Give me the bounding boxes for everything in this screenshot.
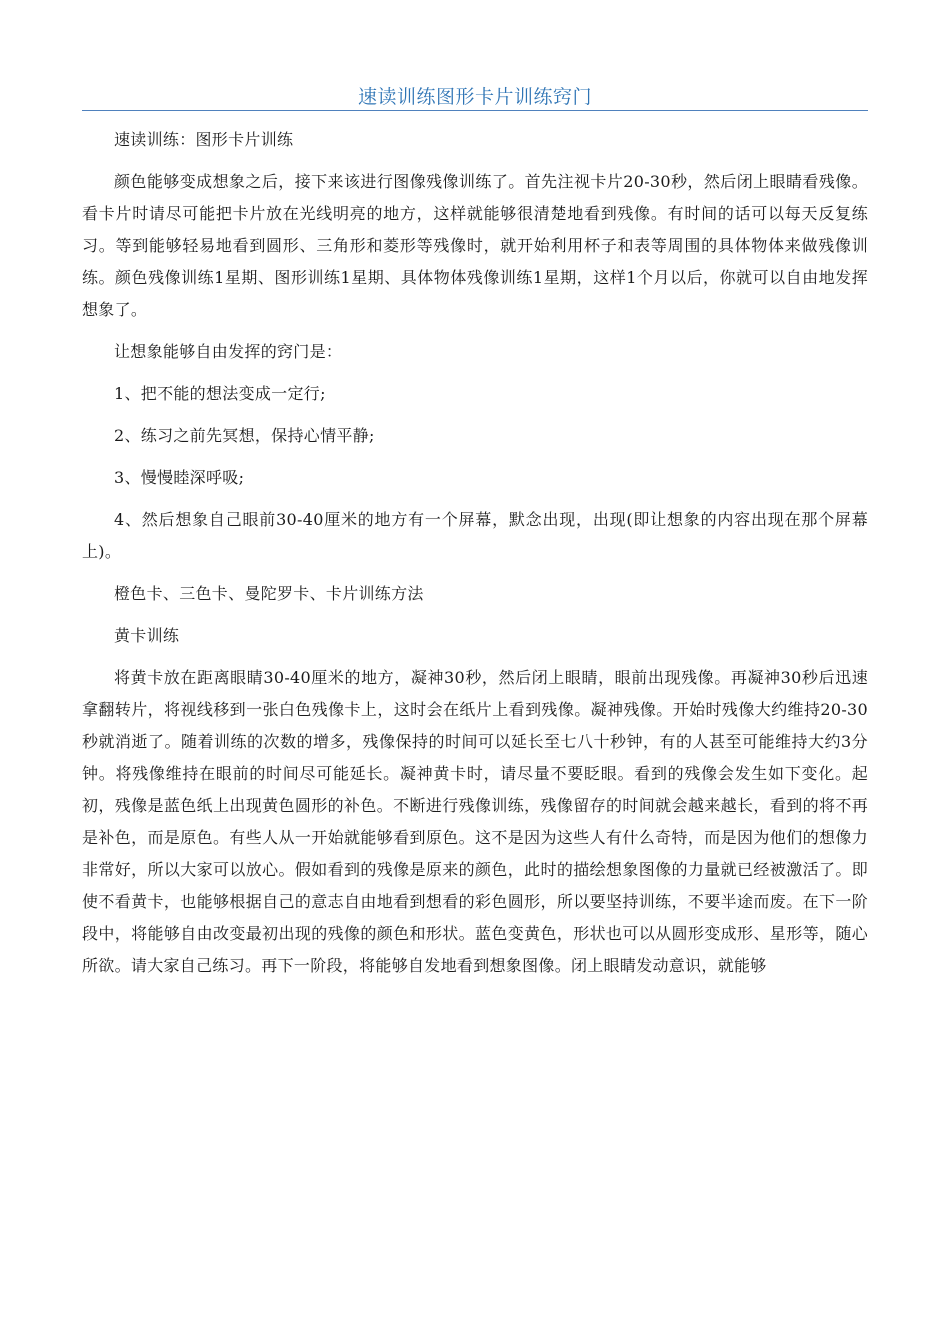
document-title: 速读训练图形卡片训练窍门 [357,86,592,108]
paragraph-card-types: 橙色卡、三色卡、曼陀罗卡、卡片训练方法 [114,584,424,603]
document-body [82,124,868,992]
paragraph-tip-1: 1、把不能的想法变成一定行; [114,384,326,403]
paragraph-intro: 颜色能够变成想象之后，接下来该进行图像残像训练了。首先注视卡片20-30秒，然后闭上眼睛看残像。看卡片时请尽可能把卡片放在光线明亮的地方，这样就能够很清楚地看到残像。有时间的话可以每天反复练习。等到能够轻易地看到圆形、三角形和菱形等残像时，就开始利用杯子和表等周围的具体物体来做残像训练。颜色残像训练1星期、图形训练1星期、具体物体残像训练1星期，这样1个月以后，你就可以自由地发挥想象了。 [82,172,868,319]
paragraph-tips-heading: 让想象能够自由发挥的窍门是： [114,342,343,361]
paragraph-tip-2: 2、练习之前先冥想，保持心情平静; [114,426,375,445]
paragraph-subtitle: 速读训练：图形卡片训练 [114,130,294,149]
title-underline [82,110,868,111]
paragraph-tip-4: 4、然后想象自己眼前30-40厘米的地方有一个屏幕，默念出现，出现(即让想象的内容出现在那个屏幕上)。 [82,510,868,561]
paragraph-tip-3: 3、慢慢睦深呼吸; [114,468,245,487]
paragraph-yellow-card-heading: 黄卡训练 [114,626,180,645]
paragraph-yellow-card-body: 将黄卡放在距离眼睛30-40厘米的地方，凝神30秒，然后闭上眼睛，眼前出现残像。再凝神30秒后迅速拿翻转片，将视线移到一张白色残像卡上，这时会在纸片上看到残像。凝神残像。开始时残像大约维持20-30秒就消逝了。随着训练的次数的增多，残像保持的时间可以延长至七八十秒钟，有的人甚至可能维持大约3分钟。将残像维持在眼前的时间尽可能延长。凝神黄卡时，请尽量不要眨眼。看到的残像会发生如下变化。起初，残像是蓝色纸上出现黄色圆形的补色。不断进行残像训练，残像留存的时间就会越来越长，看到的将不再是补色，而是原色。有些人从一开始就能够看到原色。这不是因为这些人有什么奇特，而是因为他们的想像力非常好，所以大家可以放心。假如看到的残像是原来的颜色，此时的描绘想象图像的力量就已经被激活了。即使不看黄卡，也能够根据自己的意志自由地看到想看的彩色圆形，所以要坚持训练，不要半途而废。在下一阶段中，将能够自由改变最初出现的残像的颜色和形状。蓝色变黄色，形状也可以从圆形变成形、星形等，随心所欲。请大家自己练习。再下一阶段，将能够自发地看到想象图像。闭上眼睛发动意识，就能够 [82,668,868,975]
